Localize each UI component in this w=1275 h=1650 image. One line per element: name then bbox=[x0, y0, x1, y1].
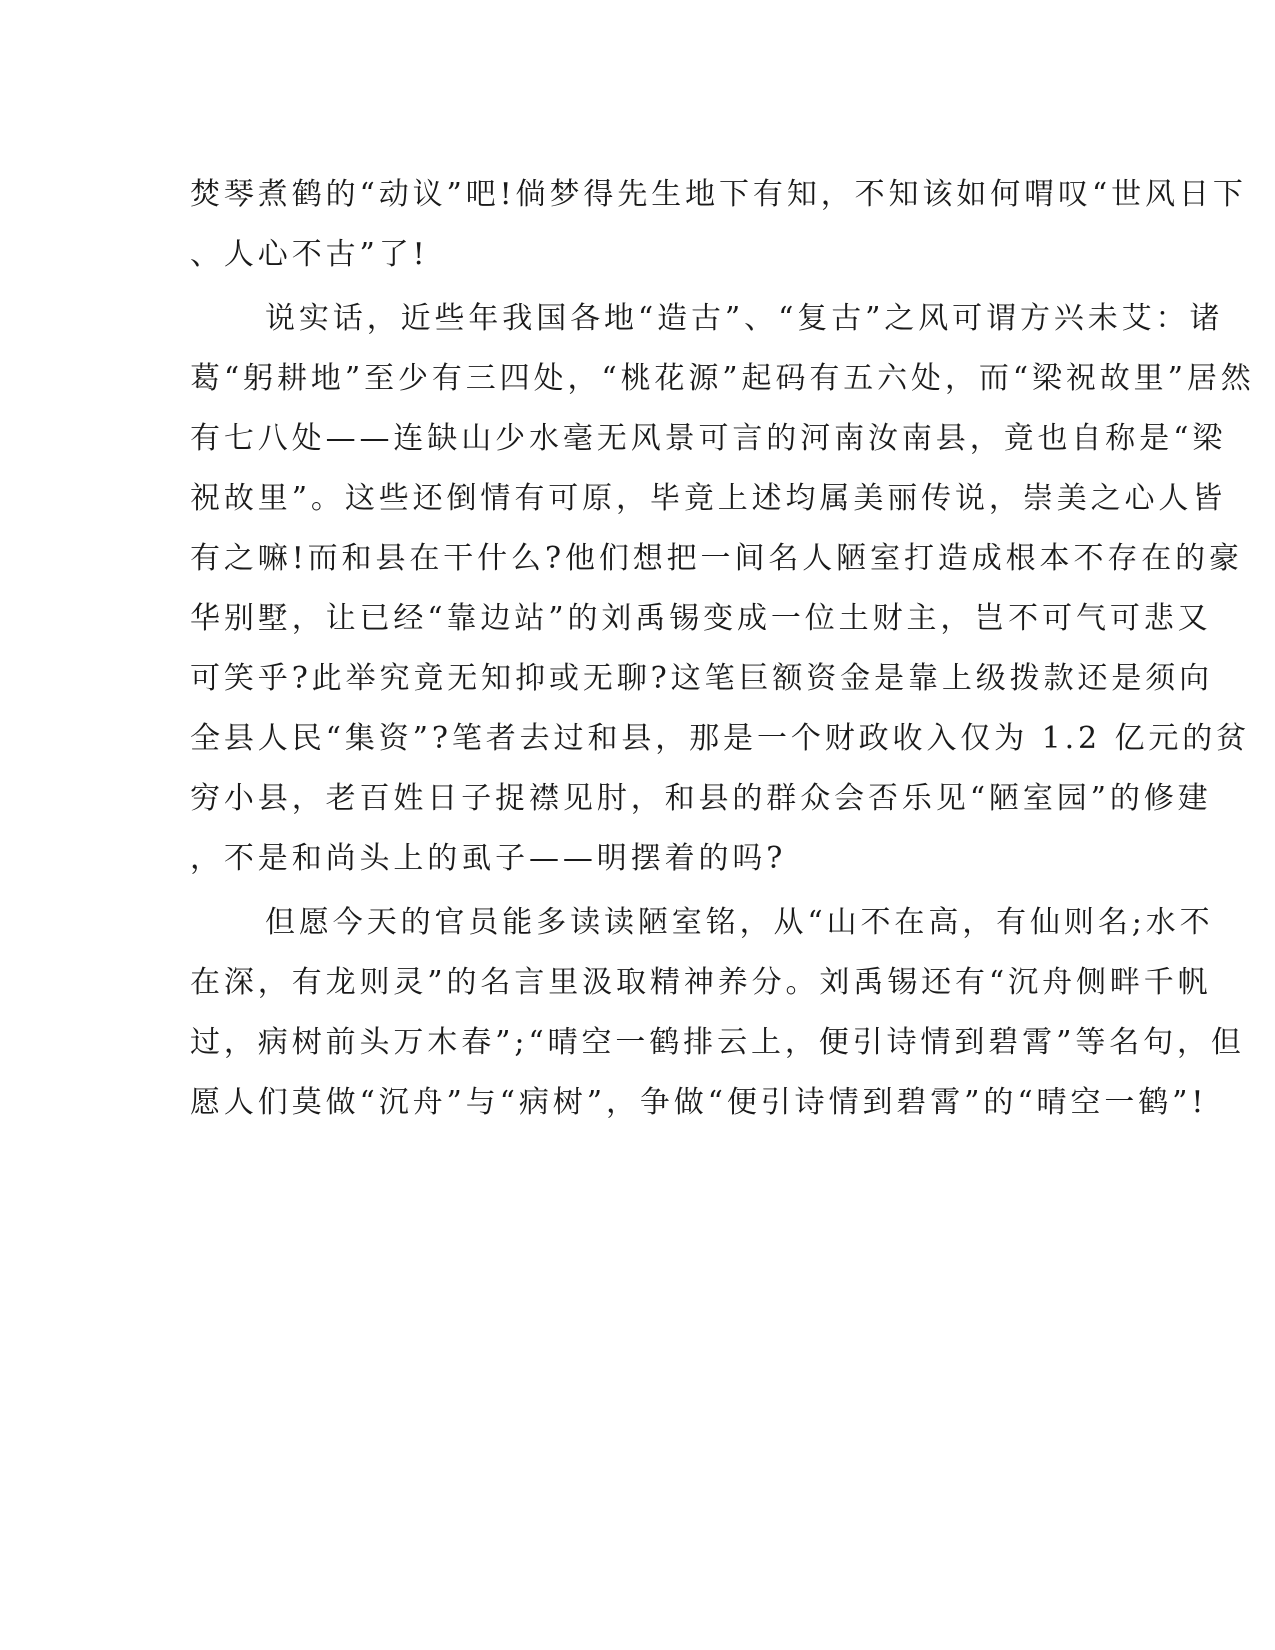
text-line: 有之嘛!而和县在干什么?他们想把一间名人陋室打造成根本不存在的豪 bbox=[190, 541, 1243, 576]
text-line: 有七八处——连缺山少水毫无风景可言的河南汝南县，竟也自称是“梁 bbox=[190, 421, 1227, 456]
text-line: 愿人们莫做“沉舟”与“病树”，争做“便引诗情到碧霄”的“晴空一鹤”! bbox=[190, 1085, 1208, 1120]
paragraph-1 bbox=[190, 165, 1247, 285]
text-line: 葛“躬耕地”至少有三四处，“桃花源”起码有五六处，而“梁祝故里”居然 bbox=[190, 361, 1255, 396]
text-line: 说实话，近些年我国各地“造古”、“复古”之风可谓方兴未艾：诸 bbox=[265, 301, 1224, 336]
text-line: 华别墅，让已经“靠边站”的刘禹锡变成一位土财主，岂不可气可悲又 bbox=[190, 601, 1212, 636]
text-line: 穷小县，老百姓日子捉襟见肘，和县的群众会否乐见“陋室园”的修建 bbox=[190, 781, 1212, 816]
text-line: 、人心不古”了! bbox=[190, 237, 429, 272]
text-line: 可笑乎?此举究竟无知抑或无聊?这笔巨额资金是靠上级拨款还是须向 bbox=[190, 661, 1214, 696]
paragraph-3 bbox=[190, 893, 1245, 1133]
paragraph-2 bbox=[190, 289, 1255, 889]
text-line: 焚琴煮鹤的“动议”吧!倘梦得先生地下有知，不知该如何喟叹“世风日下 bbox=[190, 177, 1247, 212]
text-line: 祝故里”。这些还倒情有可原，毕竟上述均属美丽传说，崇美之心人皆 bbox=[190, 481, 1227, 516]
article-body bbox=[190, 165, 1255, 1133]
text-line: 过，病树前头万木春”;“晴空一鹤排云上，便引诗情到碧霄”等名句，但 bbox=[190, 1025, 1245, 1060]
text-line: 全县人民“集资”?笔者去过和县，那是一个财政收入仅为 1.2 亿元的贫 bbox=[190, 721, 1251, 756]
text-line: 在深，有龙则灵”的名言里汲取精神养分。刘禹锡还有“沉舟侧畔千帆 bbox=[190, 965, 1212, 1000]
text-line: 但愿今天的官员能多读读陋室铭，从“山不在高，有仙则名;水不 bbox=[265, 905, 1214, 940]
text-line: ，不是和尚头上的虱子——明摆着的吗? bbox=[190, 841, 787, 876]
